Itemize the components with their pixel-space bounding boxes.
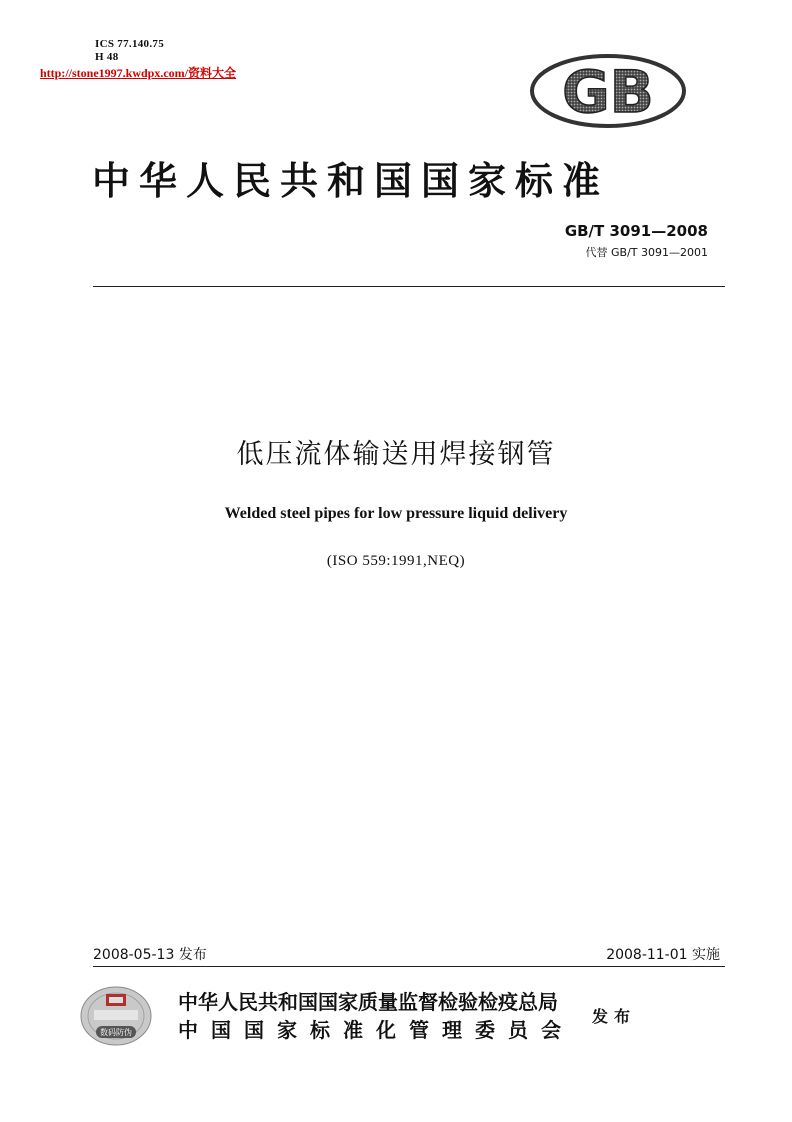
top-divider <box>93 286 725 287</box>
bottom-divider <box>93 966 725 967</box>
issuer-line-1: 中华人民共和国国家质量监督检验检疫总局 <box>178 990 558 1014</box>
gb-logo <box>528 52 688 130</box>
implement-date: 2008-11-01 实施 <box>606 947 720 963</box>
standard-number: GB/T 3091—2008 <box>564 222 708 240</box>
chinese-title: 低压流体输送用焊接钢管 <box>236 439 556 470</box>
replaced-standard: 代替 GB/T 3091—2001 <box>585 246 708 259</box>
issuing-authorities <box>178 988 574 1044</box>
source-link[interactable]: http://stone1997.kwdpx.com/资料大全 <box>40 66 237 80</box>
publish-date: 2008-05-13 发布 <box>93 947 207 963</box>
gb-logo-text: GB <box>562 58 654 126</box>
ics-code: ICS 77.140.75 <box>95 38 164 50</box>
iso-reference: (ISO 559:1991,NEQ) <box>326 553 466 569</box>
seal-text: 数码防伪 <box>100 1028 132 1037</box>
standard-org-title: 中华人民共和国国家标准 <box>92 159 610 203</box>
english-title: Welded steel pipes for low pressure liquid delivery <box>224 505 568 522</box>
classification-codes <box>95 38 164 64</box>
issue-label: 发布 <box>592 1007 637 1026</box>
anti-counterfeit-seal-icon <box>78 984 154 1048</box>
issuer-line-2: 中国国家标准化管理委员会 <box>178 1018 574 1042</box>
ccs-code: H 48 <box>95 51 119 63</box>
